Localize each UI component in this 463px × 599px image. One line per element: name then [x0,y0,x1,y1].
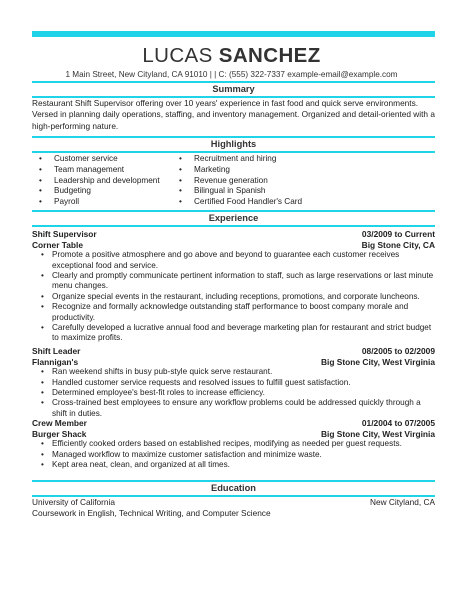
bullet-icon: • [39,175,42,185]
first-name: LUCAS [142,44,213,67]
coursework: Coursework in English, Technical Writing, and Computer Science [32,508,271,518]
list-item: • Payroll [39,197,80,207]
bullet-icon: • [41,250,44,260]
list-item: • Recognize and formally acknowledge outstanding staff performance to boost company morale and productivity. [41,302,409,322]
list-item: • Customer service [39,154,118,163]
job-entry [32,346,435,419]
candidate-name [0,44,463,68]
job-location: Big Stone City, CA [361,239,435,250]
list-item: • Revenue generation [179,175,268,185]
list-item: • Bilingual in Spanish [179,186,266,196]
summary-title: Summary [212,84,255,94]
list-item: • Efficiently cooked orders based on established recipes, modifying as needed per guest requests. [41,439,402,449]
list-item: • Certified Food Handler's Card [179,197,303,207]
list-item: • Marketing [179,164,230,174]
job-title: Shift Leader [32,346,81,356]
bullet-icon: • [41,460,44,469]
job-title: Crew Member [32,418,87,428]
job-dates: 08/2005 to 02/2009 [361,346,435,356]
experience-title: Experience [208,213,259,223]
bullet-icon: • [179,164,182,174]
job-entry [32,229,435,344]
school-location: New Cityland, CA [369,497,435,507]
list-item: • Ran weekend shifts in busy pub-style quick serve restaurant. [41,367,273,377]
list-item: • Handled customer service requests and resolved issues to fulfill guest satisfaction. [41,377,351,387]
bullet-icon: • [39,154,42,163]
bullet-icon: • [41,377,44,387]
list-item: • Clearly and promptly communicate pertinent information to staff, such as large reservations or last minute menu changes. [41,271,434,291]
bullet-icon: • [41,323,44,333]
job-location: Big Stone City, West Virginia [320,428,435,439]
experience-title-rule [32,225,435,227]
highlights-right-column [179,154,359,208]
job-company: Corner Table [32,239,84,250]
job-location: Big Stone City, West Virginia [320,356,435,367]
bullet-icon: • [39,186,42,196]
bullet-icon: • [41,439,44,449]
job-dates: 01/2004 to 07/2005 [361,418,435,428]
job-company: Burger Shack [32,428,87,439]
list-item: • Budgeting [39,186,91,196]
highlights-rule [32,136,435,138]
summary-rule [32,81,435,83]
accent-bar [32,31,435,37]
list-item: • Kept area neat, clean, and organized at all times. [41,460,230,469]
list-item: • Cross-trained best employees to ensure any workflow problems could be addressed quickly through a shift in duties. [41,398,421,418]
bullet-icon: • [179,186,182,196]
list-item: • Promote a positive atmosphere and go above and beyond to guarantee each customer receives exceptional food and service. [41,250,400,270]
bullet-icon: • [41,367,44,377]
list-item: • Team management [39,164,125,174]
education-title: Education [211,483,256,493]
last-name: SANCHEZ [218,44,321,67]
bullet-icon: • [179,154,182,163]
summary-text: Restaurant Shift Supervisor offering over 10 years' experience in fast food and quick serve environments. Versed in planning daily operations, staffing, and inventory management. Organized and detail-oriented with a high-performing nature. [32,98,435,131]
highlights-title: Highlights [210,139,257,149]
bullet-icon: • [41,398,44,408]
contact-line: 1 Main Street, New Cityland, CA 91010 | | C: (555) 322-7337 example-email@example.com [65,70,398,79]
bullet-icon: • [39,197,42,207]
bullet-icon: • [41,291,44,301]
bullet-icon: • [179,197,182,207]
list-item: • Leadership and development [39,175,160,185]
list-item: • Carefully developed a lucrative annual food and beverage marketing plan for restaurant and strict budget to maximize profits. [41,323,432,343]
bullet-icon: • [39,164,42,174]
bullet-icon: • [179,175,182,185]
job-dates: 03/2009 to Current [361,229,435,239]
list-item: • Organize special events in the restaurant, including receptions, promotions, and corporate luncheons. [41,291,420,301]
school-name: University of California [32,497,115,507]
bullet-icon: • [41,271,44,280]
list-item: • Managed workflow to maximize customer satisfaction and minimize waste. [41,449,322,459]
list-item: • Recruitment and hiring [179,154,277,163]
bullet-icon: • [41,449,44,459]
bullet-icon: • [41,388,44,397]
list-item: • Determined employee's best-fit roles to increase efficiency. [41,388,265,397]
job-entry [32,418,435,470]
experience-rule [32,210,435,212]
highlights-title-rule [32,151,435,153]
education-entry [32,497,435,519]
bullet-icon: • [41,302,44,312]
education-rule [32,480,435,482]
job-company: Flannigan's [32,356,79,367]
job-title: Shift Supervisor [32,229,97,239]
